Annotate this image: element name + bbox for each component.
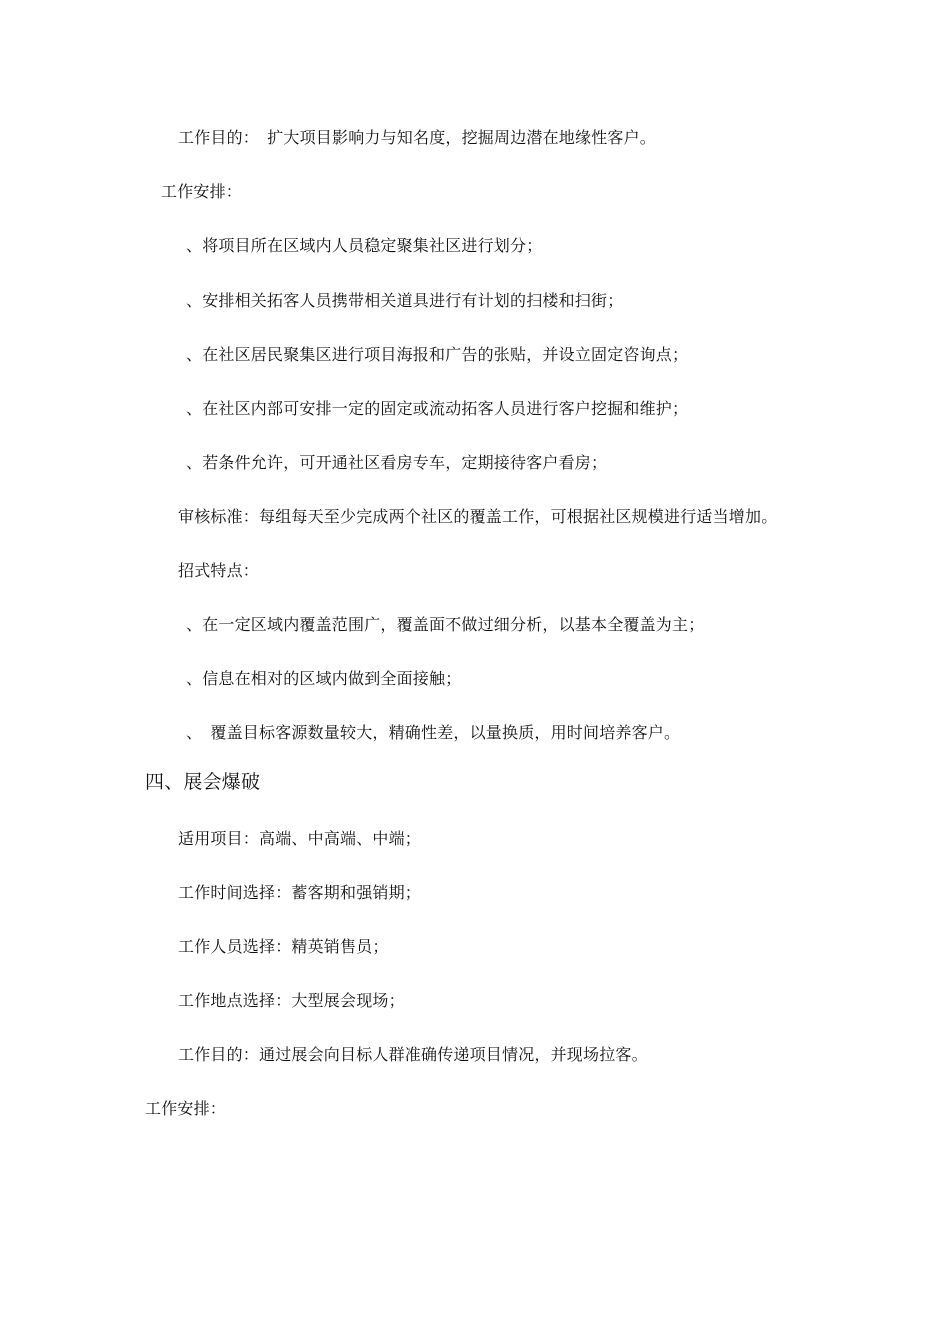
work-arrangement-label-expo: 工作安排： bbox=[145, 1099, 227, 1118]
arrangement-item-1: 、将项目所在区域内人员稳定聚集社区进行划分； bbox=[186, 236, 543, 255]
work-staff-selection: 工作人员选择：精英销售员； bbox=[178, 937, 389, 956]
work-time-selection: 工作时间选择：蓄客期和强销期； bbox=[178, 883, 422, 902]
work-arrangement-label: 工作安排： bbox=[161, 182, 243, 201]
feature-item-1: 、在一定区域内覆盖范围广，覆盖面不做过细分析，以基本全覆盖为主； bbox=[186, 615, 705, 634]
arrangement-item-3: 、在社区居民聚集区进行项目海报和广告的张贴，并设立固定咨询点； bbox=[186, 345, 689, 364]
arrangement-item-5: 、若条件允许，可开通社区看房专车，定期接待客户看房； bbox=[186, 453, 608, 472]
arrangement-item-2: 、安排相关拓客人员携带相关道具进行有计划的扫楼和扫街； bbox=[186, 291, 624, 310]
work-goal-expo: 工作目的：通过展会向目标人群准确传递项目情况，并现场拉客。 bbox=[178, 1045, 648, 1064]
feature-item-2: 、信息在相对的区域内做到全面接触； bbox=[186, 669, 462, 688]
applicable-projects: 适用项目：高端、中高端、中端； bbox=[178, 829, 422, 848]
work-location-selection: 工作地点选择：大型展会现场； bbox=[178, 991, 405, 1010]
feature-item-3: 、 覆盖目标客源数量较大，精确性差，以量换质，用时间培养客户。 bbox=[186, 723, 681, 742]
features-label: 招式特点： bbox=[178, 561, 260, 580]
audit-standard-paragraph: 审核标准：每组每天至少完成两个社区的覆盖工作，可根据社区规模进行适当增加。 bbox=[178, 507, 778, 526]
section-heading-expo: 四、展会爆破 bbox=[145, 771, 261, 793]
work-goal-paragraph: 工作目的： 扩大项目影响力与知名度，挖掘周边潜在地缘性客户。 bbox=[178, 128, 657, 147]
arrangement-item-4: 、在社区内部可安排一定的固定或流动拓客人员进行客户挖掘和维护； bbox=[186, 399, 689, 418]
